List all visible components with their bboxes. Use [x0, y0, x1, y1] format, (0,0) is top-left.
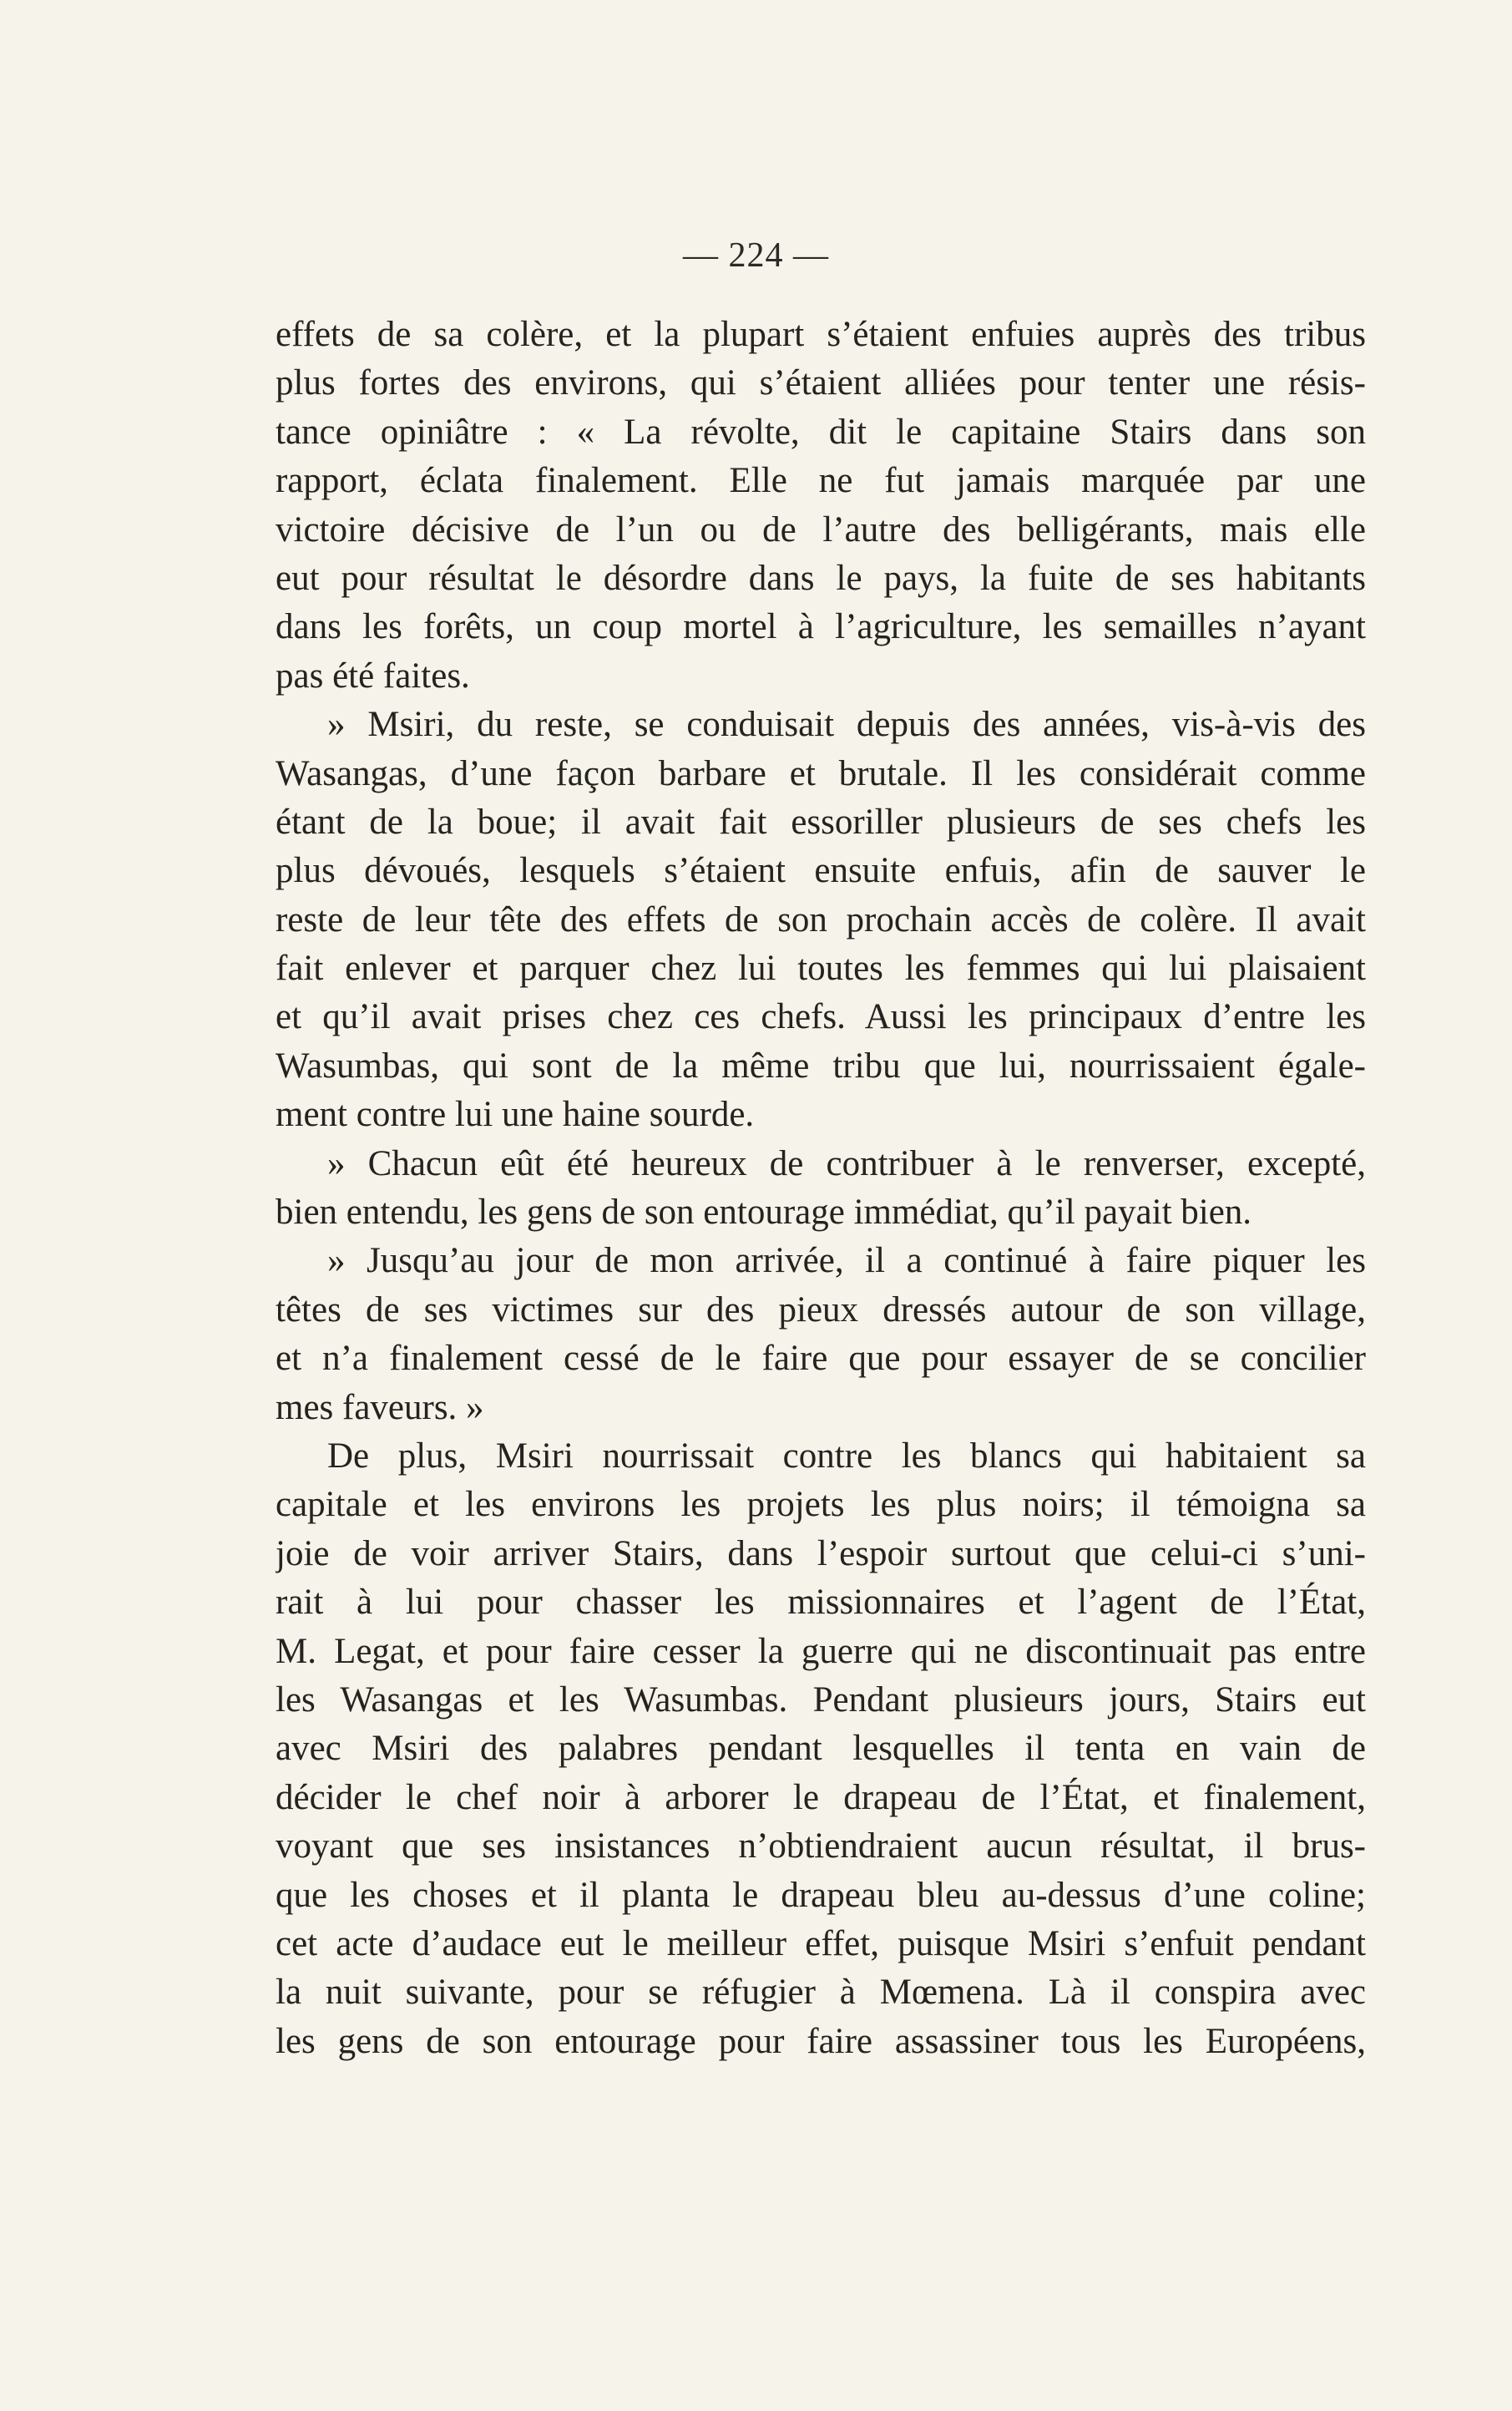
- text-line: plus dévoués, lesquels s’étaient ensuite enfuis, afin de sauver le: [276, 851, 1366, 891]
- text-line: mes faveurs. »: [276, 1387, 484, 1427]
- text-line: joie de voir arriver Stairs, dans l’espoir surtout que celui-ci s’uni-: [276, 1533, 1366, 1573]
- text-line: que les choses et il planta le drapeau bleu au-dessus d’une coline;: [276, 1875, 1366, 1915]
- text-line: cet acte d’audace eut le meilleur effet, puisque Msiri s’enfuit pendant: [276, 1923, 1366, 1963]
- text-line: » Jusqu’au jour de mon arrivée, il a continué à faire piquer les: [327, 1241, 1366, 1281]
- text-line: les gens de son entourage pour faire assassiner tous les Européens,: [276, 2021, 1366, 2061]
- text-line: ment contre lui une haine sourde.: [276, 1095, 755, 1135]
- text-line: la nuit suivante, pour se réfugier à Mœmena. Là il conspira avec: [276, 1973, 1366, 2013]
- text-line: » Msiri, du reste, se conduisait depuis des années, vis-à-vis des: [327, 705, 1366, 745]
- text-line: fait enlever et parquer chez lui toutes les femmes qui lui plaisaient: [276, 949, 1366, 989]
- text-line: eut pour résultat le désordre dans le pays, la fuite de ses habitants: [276, 558, 1366, 598]
- text-line: victoire décisive de l’un ou de l’autre des belligérants, mais elle: [276, 509, 1366, 550]
- body-text: [276, 311, 1366, 2066]
- text-line: avec Msiri des palabres pendant lesquelles il tenta en vain de: [276, 1729, 1366, 1769]
- text-line: tance opiniâtre : « La révolte, dit le capitaine Stairs dans son: [276, 412, 1366, 452]
- text-line: pas été faites.: [276, 656, 470, 696]
- text-line: dans les forêts, un coup mortel à l’agriculture, les semailles n’ayant: [276, 607, 1366, 647]
- text-line: Wasangas, d’une façon barbare et brutale. Il les considérait comme: [276, 753, 1366, 793]
- text-line: plus fortes des environs, qui s’étaient alliées pour tenter une résis-: [276, 363, 1366, 403]
- text-line: capitale et les environs les projets les plus noirs; il témoigna sa: [276, 1485, 1366, 1525]
- text-line: décider le chef noir à arborer le drapeau de l’État, et finalement,: [276, 1777, 1366, 1817]
- text-line: bien entendu, les gens de son entourage immédiat, qu’il payait bien.: [276, 1193, 1252, 1233]
- text-line: têtes de ses victimes sur des pieux dressés autour de son village,: [276, 1289, 1366, 1330]
- text-line: et n’a finalement cessé de le faire que pour essayer de se concilier: [276, 1339, 1366, 1379]
- text-line: étant de la boue; il avait fait essoriller plusieurs de ses chefs les: [276, 802, 1366, 842]
- text-line: reste de leur tête des effets de son prochain accès de colère. Il avait: [276, 899, 1366, 940]
- text-line: et qu’il avait prises chez ces chefs. Aussi les principaux d’entre les: [276, 997, 1366, 1037]
- text-line: rapport, éclata finalement. Elle ne fut jamais marquée par une: [276, 461, 1366, 501]
- text-line: » Chacun eût été heureux de contribuer à le renverser, excepté,: [327, 1143, 1366, 1183]
- page-number: — 224 —: [683, 236, 829, 275]
- text-line: Wasumbas, qui sont de la même tribu que lui, nourrissaient égale-: [276, 1046, 1366, 1086]
- text-line: rait à lui pour chasser les missionnaires et l’agent de l’État,: [276, 1583, 1366, 1623]
- text-line: effets de sa colère, et la plupart s’étaient enfuies auprès des tribus: [276, 315, 1366, 354]
- text-line: les Wasangas et les Wasumbas. Pendant plusieurs jours, Stairs eut: [276, 1679, 1366, 1720]
- text-line: M. Legat, et pour faire cesser la guerre qui ne discontinuait pas entre: [276, 1631, 1366, 1671]
- text-line: De plus, Msiri nourrissait contre les blancs qui habitaient sa: [327, 1436, 1366, 1476]
- text-line: voyant que ses insistances n’obtiendraient aucun résultat, il brus-: [276, 1826, 1366, 1866]
